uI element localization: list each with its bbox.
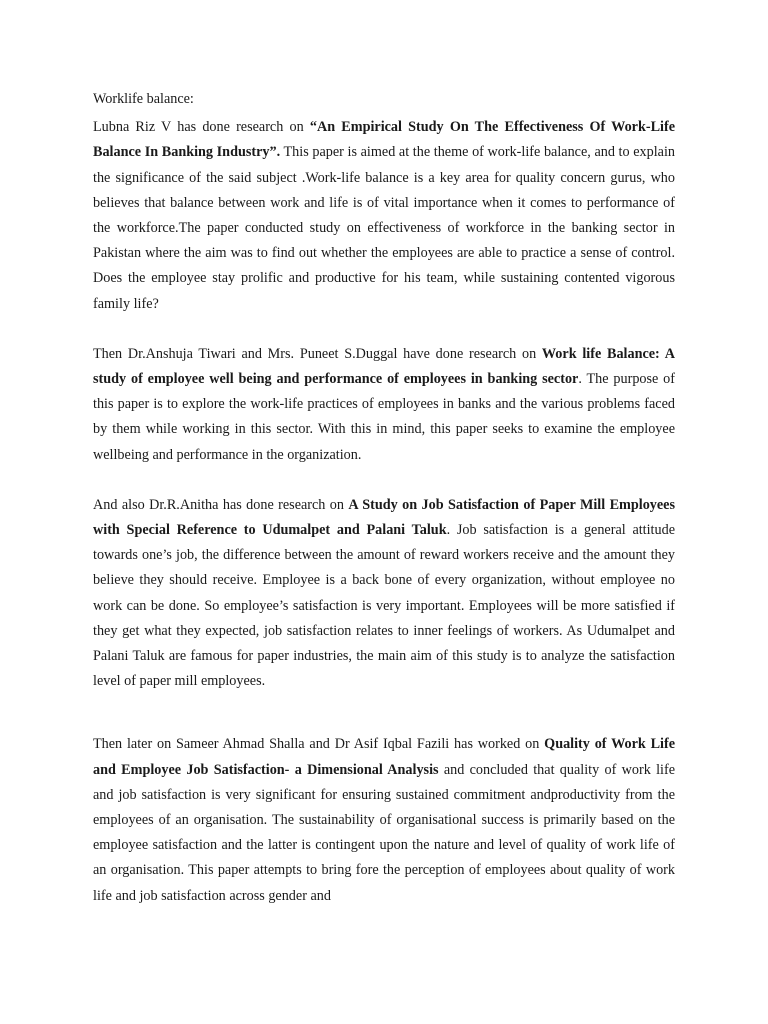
paragraph-text: Then later on Sameer Ahmad Shalla and Dr Asif Iqbal Fazili has worked on	[93, 736, 545, 753]
paragraph-text: . The purpose of this paper is to explore the work-life practices of employees in banks and the various problems faced by them while working in this sector. With this in mind, this paper seeks to examine the employee wellbeing and performance in the organization.	[93, 371, 675, 463]
study-title: Quality of Work Life and Employee Job Satisfaction- a Dimensional Analysis	[93, 736, 675, 778]
study-title: “An Empirical Study On The Effectiveness Of Work-Life Balance In Banking Industry”.	[93, 119, 675, 161]
study-title: Work life Balance: A study of employee well being and performance of employees in banking sector	[93, 345, 675, 388]
document-page	[93, 87, 675, 909]
paragraph-text: Then Dr.Anshuja Tiwari and Mrs. Puneet S.Duggal have done research on	[93, 345, 542, 362]
paragraph-anitha	[93, 493, 675, 695]
paragraph-lubna-riz	[93, 115, 675, 317]
paragraph-text: Lubna Riz V has done research on	[93, 119, 310, 136]
paragraph-text: And also Dr.R.Anitha has done research on	[93, 496, 349, 513]
paragraph-sameer-shalla	[93, 732, 675, 908]
paragraph-text: and concluded that quality of work life and job satisfaction is very significant for ensuring sustained commitment andproductivity from the employees of an organisation. The sustainability of organisational success is primarily based on the employee satisfaction and the latter is contingent upon the nature and level of quality of work life of an organisation. This paper attempts to bring fore the perception of employees about quality of work life and job satisfaction across gender and	[93, 761, 675, 904]
section-heading: Worklife balance:	[93, 91, 194, 107]
paragraph-anshuja-tiwari	[93, 342, 675, 468]
paragraph-text: This paper is aimed at the theme of work-life balance, and to explain the significance of the said subject .Work-life balance is a key area for quality concern gurus, who believes that balance between work and life is of vital importance when it comes to performance of the workforce.The paper conducted study on effectiveness of workforce in the banking sector in Pakistan where the aim was to find out whether the employees are able to practice a sense of control. Does the employee stay prolific and productive for his team, while sustaining contented vigorous family life?	[93, 144, 675, 312]
study-title: A Study on Job Satisfaction of Paper Mill Employees with Special Reference to Udumalpet and Palani Taluk	[93, 496, 675, 539]
paragraph-text: . Job satisfaction is a general attitude towards one’s job, the difference between the amount of reward workers receive and the amount they believe they should receive. Employee is a back bone of every organization, without employee no work can be done. So employee’s satisfaction is very important. Employees will be more satisfied if they get what they expected, job satisfaction relates to inner feelings of workers. As Udumalpet and Palani Taluk are famous for paper industries, the main aim of this study is to analyze the satisfaction level of paper mill employees.	[93, 522, 675, 690]
